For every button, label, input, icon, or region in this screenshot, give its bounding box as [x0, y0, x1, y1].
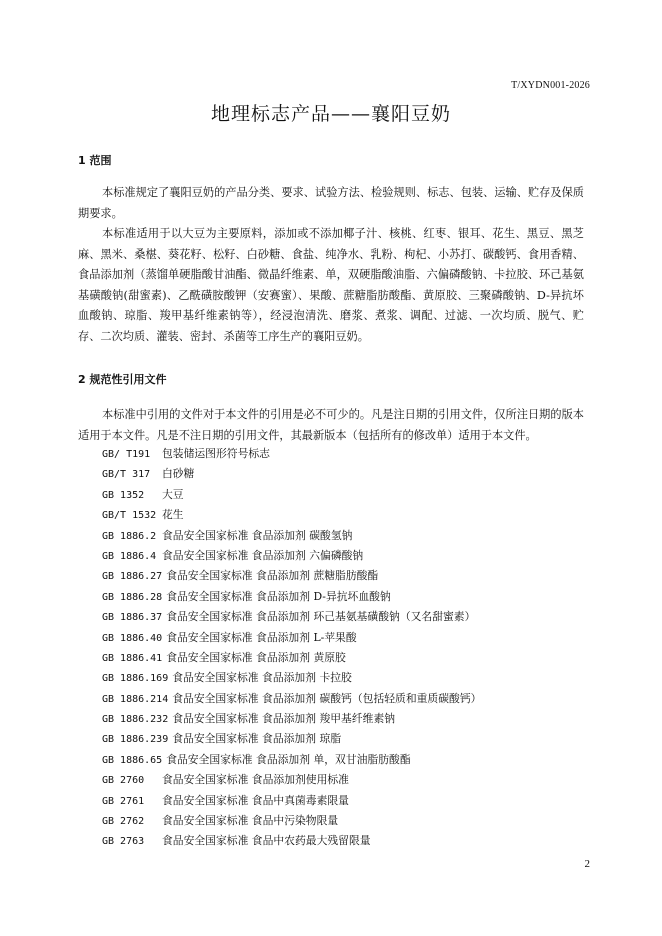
- reference-code: GB/T 1532: [102, 510, 157, 522]
- document-code: T/XYDN001-2026: [511, 80, 590, 91]
- reference-code: GB 1886.65: [102, 754, 163, 766]
- reference-code: GB 1886.232: [102, 714, 169, 726]
- reference-title: 食品安全国家标准 食品添加剂 D-异抗坏血酸钠: [166, 589, 391, 603]
- reference-title: 食品安全国家标准 食品添加剂 L-苹果酸: [166, 630, 357, 644]
- reference-code: GB 1886.4: [102, 550, 157, 562]
- scope-paragraph-1: 本标准规定了襄阳豆奶的产品分类、要求、试验方法、检验规则、标志、包装、运输、贮存及保质期要求。: [78, 186, 584, 220]
- references-intro-paragraph: 本标准中引用的文件对于本文件的引用是必不可少的。凡是注日期的引用文件，仅所注日期的版本适用于本文件。凡是不注日期的引用文件，其最新版本（包括所有的修改单）适用于本文件。: [78, 408, 584, 442]
- reference-item: [102, 505, 481, 525]
- reference-item: [102, 791, 481, 811]
- section-heading-scope: 1 范围: [78, 154, 112, 167]
- reference-item: [102, 485, 481, 505]
- reference-title: 食品安全国家标准 食品添加剂 琼脂: [172, 732, 342, 746]
- reference-item: [102, 750, 481, 770]
- reference-item: [102, 831, 481, 851]
- section-heading-normative-references: 2 规范性引用文件: [78, 373, 167, 386]
- reference-code: GB 2761: [102, 795, 145, 807]
- reference-title: 食品安全国家标准 食品添加剂 环己基氨基磺酸钠（又名甜蜜素）: [166, 610, 476, 624]
- reference-code: GB/T 317: [102, 469, 151, 481]
- reference-list: [102, 444, 481, 852]
- reference-code: GB 1886.28: [102, 591, 163, 603]
- reference-code: GB 2760: [102, 775, 145, 787]
- reference-title: 白砂糖: [162, 467, 195, 481]
- reference-title: 食品安全国家标准 食品添加剂 碳酸钙（包括轻质和重质碳酸钙）: [172, 691, 482, 705]
- reference-title: 食品安全国家标准 食品添加剂 碳酸氢钠: [162, 528, 353, 542]
- reference-title: 食品安全国家标准 食品中农药最大残留限量: [162, 834, 371, 848]
- reference-title: 食品安全国家标准 食品添加剂 卡拉胶: [172, 671, 352, 685]
- reference-title: 食品安全国家标准 食品添加剂使用标准: [162, 773, 349, 787]
- reference-title: 食品安全国家标准 食品添加剂 羧甲基纤维素钠: [172, 712, 396, 726]
- reference-code: GB 1886.2: [102, 530, 157, 542]
- reference-code: GB 1886.40: [102, 632, 163, 644]
- reference-title: 食品安全国家标准 食品中真菌毒素限量: [162, 793, 349, 807]
- reference-code: GB 1886.239: [102, 734, 169, 746]
- reference-item: [102, 546, 481, 566]
- reference-item: [102, 444, 481, 464]
- reference-item: [102, 648, 481, 668]
- scope-paragraph-2: 本标准适用于以大豆为主要原料，添加或不添加椰子汁、核桃、红枣、银耳、花生、黑豆、黑芝麻、黑米、桑椹、葵花籽、松籽、白砂糖、食盐、纯净水、乳粉、枸杞、小苏打、碳酸钙、食用香精、食品添加剂（蒸馏单硬脂酸甘油酯、微晶纤维素、单，双硬脂酸油脂、六偏磷酸钠、卡拉胶、环己基氨基磺酸钠(甜蜜素)、乙酰磺胺酸钾（安赛蜜）、果酸、蔗糖脂肪酸酯、黄原胶、三聚磷酸钠、D-异抗坏血酸钠、琼脂、羧甲基纤维素钠等），经浸泡清洗、磨浆、煮浆、调配、过滤、一次均质、脱气、贮存、二次均质、灌装、密封、杀菌等工序生产的襄阳豆奶。: [78, 227, 584, 343]
- reference-code: GB 2762: [102, 816, 145, 828]
- reference-code: GB 2763: [102, 836, 145, 848]
- reference-title: 食品安全国家标准 食品添加剂 单，双甘油脂肪酸酯: [166, 752, 411, 766]
- reference-title: 食品安全国家标准 食品中污染物限量: [162, 814, 339, 828]
- reference-item: [102, 729, 481, 749]
- reference-item: [102, 566, 481, 586]
- reference-item: [102, 709, 481, 729]
- reference-code: GB 1886.41: [102, 652, 163, 664]
- reference-item: [102, 811, 481, 831]
- reference-item: [102, 668, 481, 688]
- reference-item: [102, 770, 481, 790]
- reference-code: GB 1886.37: [102, 612, 163, 624]
- page-number: 2: [584, 858, 590, 870]
- reference-code: GB/ T191: [102, 449, 151, 460]
- reference-title: 食品安全国家标准 食品添加剂 蔗糖脂肪酸酯: [166, 569, 379, 583]
- reference-title: 包装储运图形符号标志: [162, 447, 270, 460]
- reference-item: [102, 464, 481, 484]
- reference-title: 食品安全国家标准 食品添加剂 六偏磷酸钠: [162, 548, 364, 562]
- reference-title: 大豆: [162, 487, 184, 501]
- reference-code: GB 1886.169: [102, 673, 169, 685]
- reference-code: GB 1886.214: [102, 693, 169, 705]
- reference-item: [102, 628, 481, 648]
- reference-item: [102, 526, 481, 546]
- reference-code: GB 1352: [102, 489, 145, 501]
- reference-title: 食品安全国家标准 食品添加剂 黄原胶: [166, 650, 346, 664]
- reference-code: GB 1886.27: [102, 571, 163, 583]
- document-title: 地理标志产品——襄阳豆奶: [210, 103, 451, 125]
- reference-item: [102, 607, 481, 627]
- reference-item: [102, 587, 481, 607]
- reference-title: 花生: [162, 508, 184, 522]
- reference-item: [102, 689, 481, 709]
